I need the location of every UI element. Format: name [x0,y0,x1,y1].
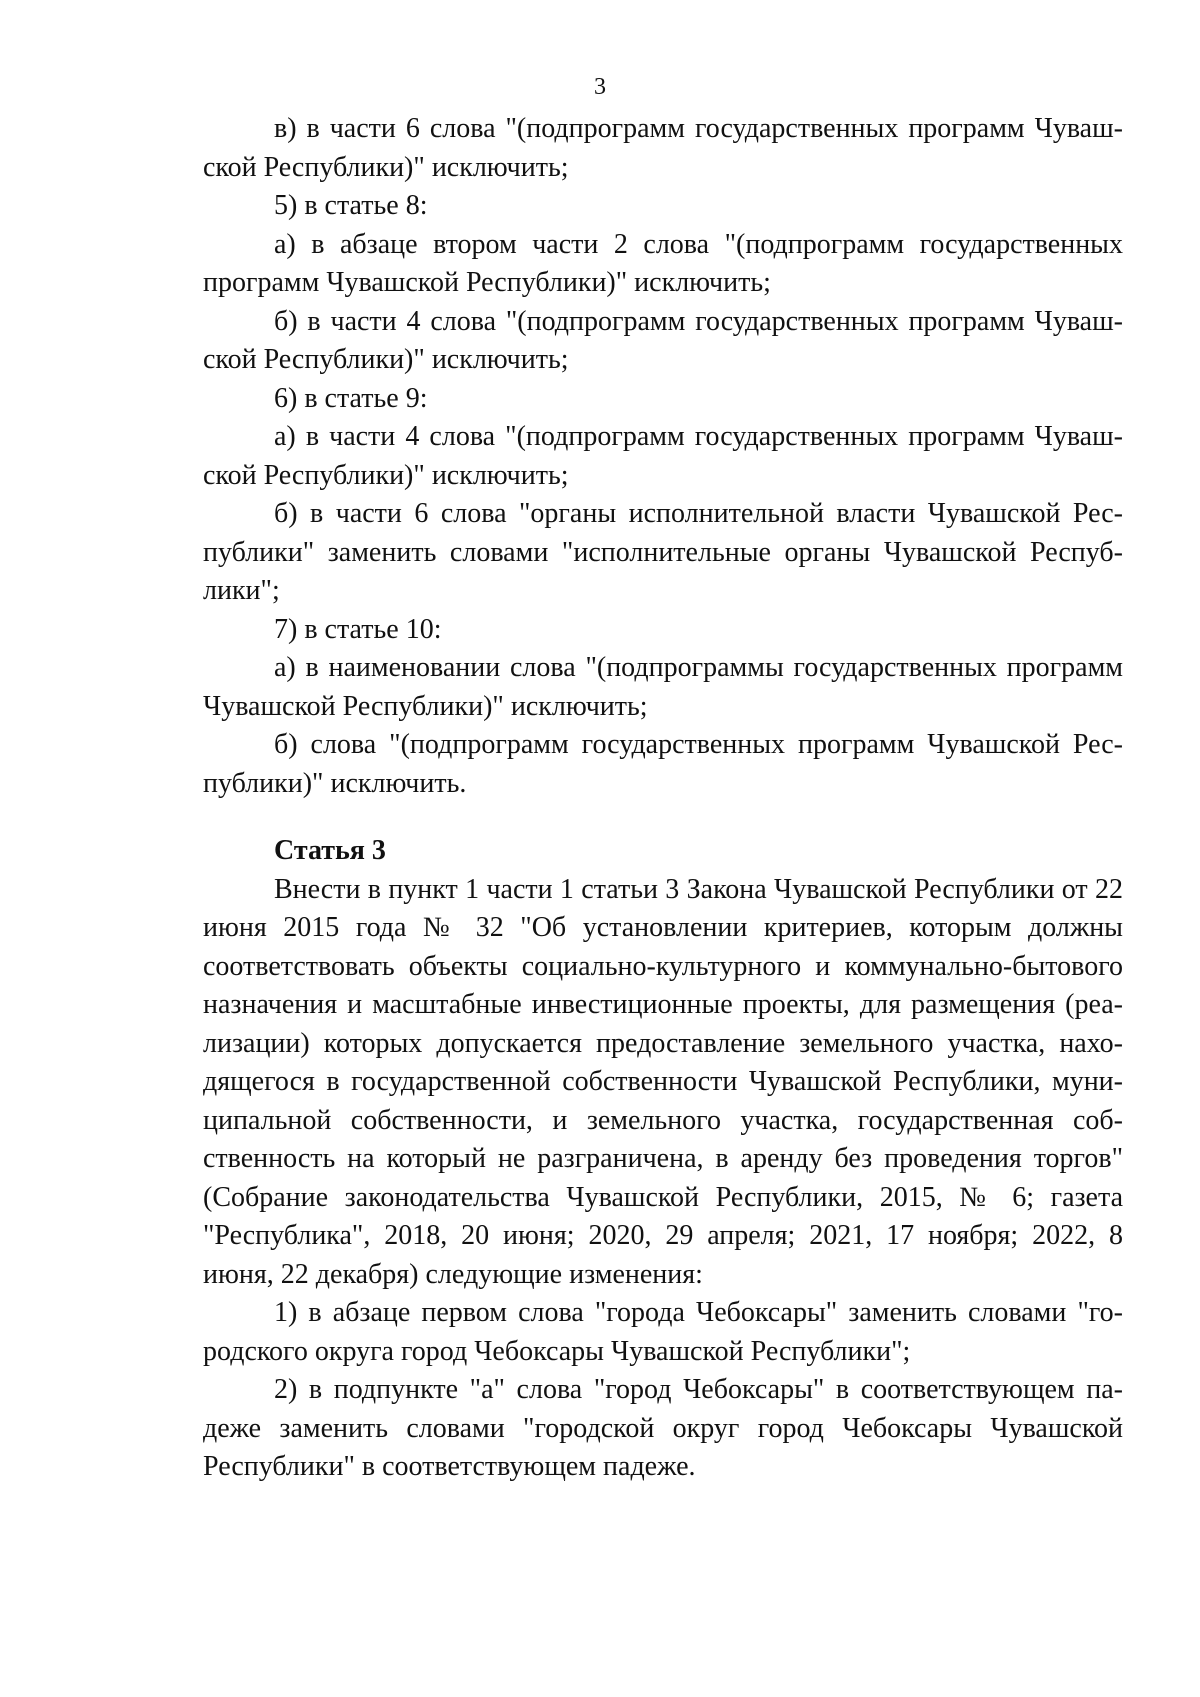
paragraph: б) слова "(подпрограмм государственных программ Чувашской Республики)" исключить. [203,729,1123,799]
paragraph: 7) в статье 10: [274,613,442,645]
paragraph: а) в абзаце втором части 2 слова "(подпрограмм государственных программ Чувашской Республики)" исключить; [203,228,1123,298]
paragraph: б) в части 6 слова "органы исполнительной власти Чувашской Республики" заменить словами "исполнительные органы Чувашской Республики"; [203,498,1123,606]
paragraph: б) в части 4 слова "(подпрограмм государственных программ Чувашской Республики)" исключить; [203,305,1123,375]
article-intro: Внести в пункт 1 части 1 статьи 3 Закона Чувашской Республики от 22 июня 2015 года № 32 "Об установлении критериев, которым должны соответствовать объекты социально-культурного и коммунально-бытового назначения и масштабные инвестиционные проекты, для размещения (реализации) которых допускается предоставление земельного участка, находящегося в государственной собственности Чувашской Республики, муниципальной собственности, и земельного участка, государственная собственность на который не разграничена, в аренду без проведения торгов" (Собрание законодательства Чувашской Республики, 2015, № 6; газета "Республика", 2018, 20 июня; 2020, 29 апреля; 2021, 17 ноября; 2022, 8 июня, 22 декабря) следующие изменения: [203,873,1123,1290]
paragraph: а) в наименовании слова "(подпрограммы государственных программ Чувашской Республики)" исключить; [203,652,1123,722]
paragraph: 2) в подпункте "а" слова "город Чебоксары" в соответствующем падеже заменить словами "городской округ город Чебоксары Чувашской Республики" в соответствующем падеже. [203,1374,1123,1482]
paragraph: 5) в статье 8: [274,190,428,221]
article-heading: Статья 3 [274,835,386,866]
paragraph: в) в части 6 слова "(подпрограмм государственных программ Чувашской Республики)" исключить; [203,113,1123,183]
paragraph: а) в части 4 слова "(подпрограмм государственных программ Чувашской Республики)" исключить; [203,421,1123,491]
paragraph: 6) в статье 9: [274,382,428,414]
paragraph: 1) в абзаце первом слова "города Чебоксары" заменить словами "городского округа город Чебоксары Чувашской Республики"; [203,1297,1123,1367]
page-number: 3 [594,74,606,100]
document-body [203,110,1123,1487]
